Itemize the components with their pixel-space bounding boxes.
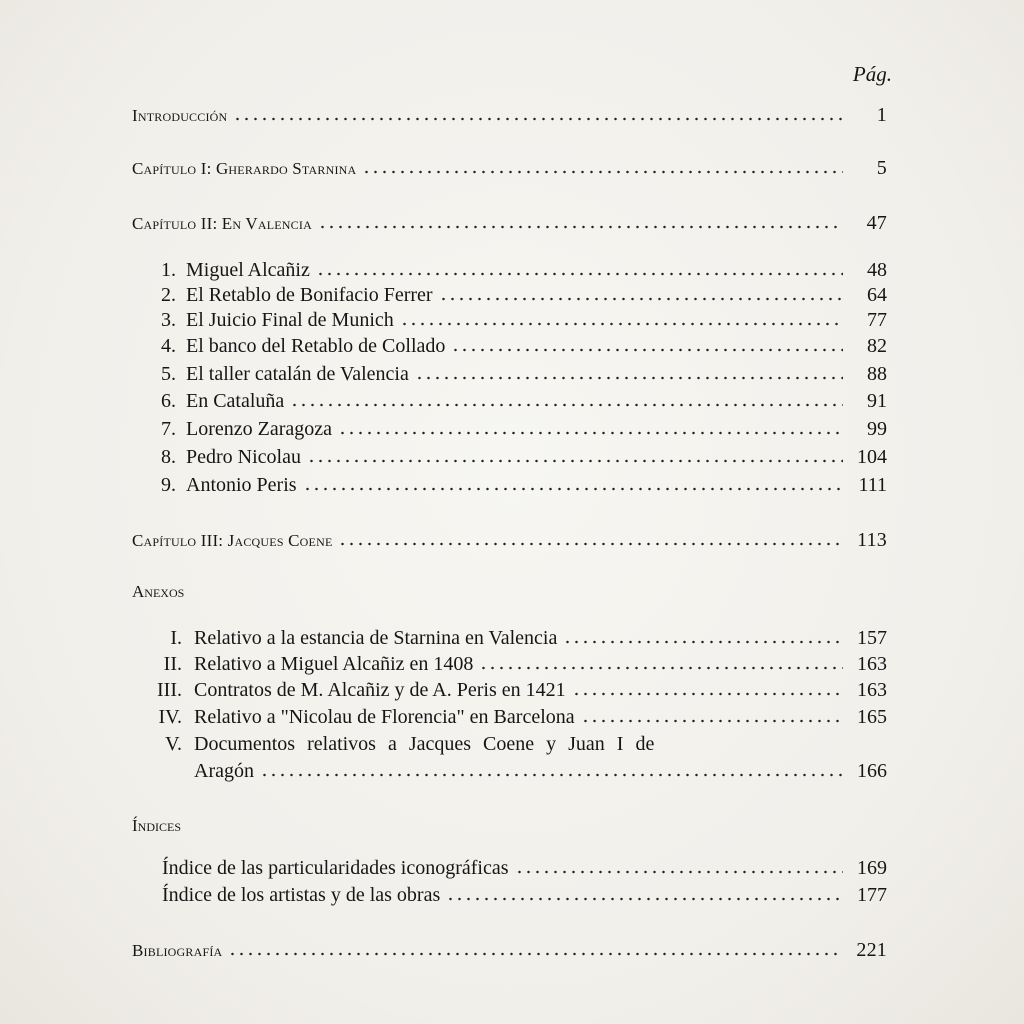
toc-page-number: 47	[866, 212, 887, 234]
dot-leader	[400, 321, 843, 327]
dot-leader	[479, 665, 843, 671]
subentry-label: En Cataluña	[186, 390, 285, 412]
subentry-label: El taller catalán de Valencia	[186, 363, 409, 385]
toc-page-number: 157	[857, 627, 887, 649]
toc-page-number: 166	[857, 760, 887, 782]
dot-leader	[228, 951, 843, 957]
subentry-number: 4.	[161, 335, 176, 357]
toc-page-number: 163	[857, 679, 887, 701]
subentry-label: El banco del Retablo de Collado	[186, 335, 446, 357]
dot-leader	[563, 639, 843, 645]
dot-leader	[439, 296, 843, 302]
toc-page-number: 169	[857, 857, 887, 879]
toc-annex-entry[interactable]	[132, 733, 887, 756]
toc-entry-bibliografia[interactable]	[132, 939, 887, 962]
toc-entry-label: Introducción	[132, 106, 228, 125]
annex-number: II.	[163, 653, 182, 675]
toc-subentry[interactable]	[132, 259, 887, 282]
toc-annex-entry[interactable]	[132, 627, 887, 650]
toc-page-number: 163	[857, 653, 887, 675]
toc-entry-label: Bibliografía	[132, 941, 223, 960]
section-heading-anexos: Anexos	[132, 582, 185, 601]
toc-annex-entry-continuation[interactable]	[194, 760, 887, 783]
toc-subentry[interactable]	[132, 335, 887, 358]
dot-leader	[451, 347, 843, 353]
toc-entry-label: Capítulo III: Jacques Coene	[132, 531, 333, 550]
annex-label-continuation: Aragón	[194, 760, 254, 782]
toc-page-number: 91	[867, 390, 887, 412]
toc-subentry[interactable]	[132, 446, 887, 469]
toc-subentry[interactable]	[132, 309, 887, 332]
annex-label: Relativo a "Nicolau de Florencia" en Barcelona	[194, 706, 575, 728]
subentry-number: 2.	[161, 284, 176, 306]
subentry-label: El Juicio Final de Munich	[186, 309, 394, 331]
annex-number: III.	[157, 679, 182, 701]
toc-entry-label: Capítulo II: En Valencia	[132, 214, 312, 233]
toc-page-number: 77	[867, 309, 887, 331]
toc-page-number: 104	[857, 446, 887, 468]
page-column-header: Pág.	[852, 62, 892, 86]
annex-label: Relativo a la estancia de Starnina en Valencia	[194, 627, 558, 649]
toc-annex-entry[interactable]	[132, 706, 887, 729]
subentry-number: 1.	[161, 259, 176, 281]
dot-leader	[362, 169, 843, 175]
toc-subentry[interactable]	[132, 474, 887, 497]
subentry-label: Miguel Alcañiz	[186, 259, 310, 281]
toc-entry-capitulo-2[interactable]	[132, 212, 887, 235]
dot-leader	[572, 691, 843, 697]
subentry-number: 3.	[161, 309, 176, 331]
toc-annex-entry[interactable]	[132, 653, 887, 676]
index-label: Índice de los artistas y de las obras	[162, 884, 441, 906]
section-heading-indices: Índices	[132, 816, 181, 835]
toc-page-number: 5	[876, 157, 887, 179]
toc-page-number: 48	[867, 259, 887, 281]
toc-page-number: 1	[876, 104, 887, 126]
annex-number: V.	[165, 733, 182, 755]
toc-page-number: 165	[857, 706, 887, 728]
toc-page-number: 88	[867, 363, 887, 385]
dot-leader	[307, 458, 843, 464]
toc-page-number: 111	[858, 474, 887, 496]
subentry-number: 9.	[161, 474, 176, 496]
annex-number: I.	[170, 627, 182, 649]
dot-leader	[260, 772, 843, 778]
toc-subentry[interactable]	[132, 390, 887, 413]
subentry-number: 5.	[161, 363, 176, 385]
toc-entry-label: Capítulo I: Gherardo Starnina	[132, 159, 357, 178]
subentry-label: El Retablo de Bonifacio Ferrer	[186, 284, 433, 306]
subentry-number: 7.	[161, 418, 176, 440]
toc-subentry[interactable]	[132, 363, 887, 386]
toc-page-number: 64	[867, 284, 887, 306]
toc-entry-introduccion[interactable]	[132, 104, 887, 127]
dot-leader	[338, 541, 843, 547]
toc-page-number: 113	[857, 529, 887, 551]
toc-entry-capitulo-3[interactable]	[132, 529, 887, 552]
dot-leader	[318, 224, 843, 230]
subentry-number: 8.	[161, 446, 176, 468]
dot-leader	[581, 718, 843, 724]
dot-leader	[233, 116, 843, 122]
toc-page-number: 221	[856, 939, 887, 961]
dot-leader	[515, 869, 843, 875]
dot-leader	[316, 271, 843, 277]
dot-leader	[338, 430, 843, 436]
annex-label: Documentos relativos a Jacques Coene y Juan I de	[194, 733, 655, 755]
annex-number: IV.	[158, 706, 182, 728]
dot-leader	[290, 402, 843, 408]
annex-label: Relativo a Miguel Alcañiz en 1408	[194, 653, 474, 675]
toc-subentry[interactable]	[132, 284, 887, 307]
toc-annex-entry[interactable]	[132, 679, 887, 702]
toc-subentry[interactable]	[132, 418, 887, 441]
dot-leader	[415, 375, 843, 381]
dot-leader	[303, 486, 843, 492]
subentry-label: Antonio Peris	[186, 474, 297, 496]
subentry-number: 6.	[161, 390, 176, 412]
annex-label: Contratos de M. Alcañiz y de A. Peris en 1421	[194, 679, 566, 701]
index-label: Índice de las particularidades iconográficas	[162, 857, 509, 879]
toc-entry-capitulo-1[interactable]	[132, 157, 887, 180]
subentry-label: Pedro Nicolau	[186, 446, 301, 468]
toc-index-entry[interactable]	[162, 884, 887, 907]
dot-leader	[446, 896, 843, 902]
toc-index-entry[interactable]	[162, 857, 887, 880]
toc-page-number: 177	[857, 884, 887, 906]
toc-page-number: 99	[867, 418, 887, 440]
toc-page-number: 82	[867, 335, 887, 357]
subentry-label: Lorenzo Zaragoza	[186, 418, 333, 440]
